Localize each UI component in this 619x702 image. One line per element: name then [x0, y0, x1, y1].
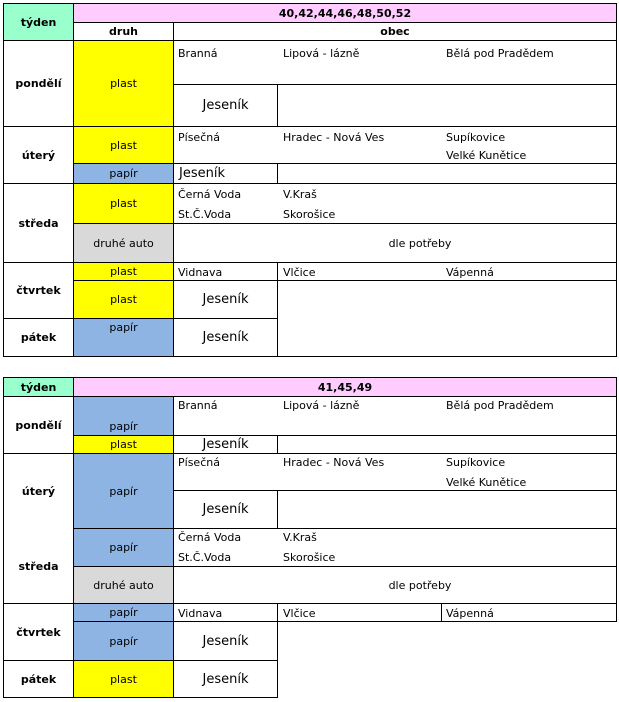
town-name: Lipová - lázně	[283, 399, 360, 412]
jesenik-cell: Jeseník	[173, 435, 278, 454]
waste-type-papir: papír	[73, 528, 174, 567]
day-tuesday: úterý	[3, 453, 74, 529]
empty-cell	[277, 280, 617, 357]
waste-type-plast: plast	[73, 126, 174, 164]
town-name: Černá Voda	[178, 531, 242, 544]
town-name: St.Č.Voda	[178, 208, 232, 221]
day-wednesday: středa	[3, 183, 74, 263]
day-thursday: čtvrtek	[3, 262, 74, 319]
town-name: V.Kraš	[283, 188, 317, 201]
town-name: Velké Kunětice	[446, 149, 527, 162]
waste-type-papir: papír	[73, 603, 174, 622]
jesenik-cell: Jeseník	[173, 621, 278, 661]
town-name: Vápenná	[446, 607, 494, 620]
day-thursday: čtvrtek	[3, 603, 74, 661]
jesenik-cell: Jeseník	[173, 318, 278, 357]
week-header: týden	[3, 377, 74, 397]
day-wednesday: středa	[3, 529, 74, 604]
town-name: Vlčice	[283, 607, 316, 620]
as-needed-note: dle potřeby	[173, 566, 617, 604]
waste-type-second-truck: druhé auto	[73, 566, 174, 604]
town-name: Písečná	[178, 131, 220, 144]
town-name: Lipová - lázně	[283, 47, 360, 60]
town-list-cell	[173, 126, 617, 164]
town-name: Vidnava	[178, 266, 223, 279]
town-name: Písečná	[178, 456, 220, 469]
town-name: Branná	[178, 399, 218, 412]
empty-cell	[277, 84, 617, 127]
empty-cell	[277, 490, 617, 529]
type-column-header: druh	[73, 22, 174, 41]
waste-type-papir: papír	[73, 453, 174, 529]
town-name: Hradec - Nová Ves	[283, 131, 385, 144]
day-friday: pátek	[3, 318, 74, 357]
town-name: Supíkovice	[446, 456, 506, 469]
empty-cell	[277, 435, 617, 454]
town-name: Skorošice	[283, 551, 336, 564]
town-column-header: obec	[173, 22, 617, 41]
day-tuesday: úterý	[3, 126, 74, 184]
town-list-cell	[173, 453, 617, 491]
week-numbers: 40,42,44,46,48,50,52	[73, 3, 617, 23]
waste-type-plast: plast	[73, 40, 174, 127]
town-name: Vidnava	[178, 607, 223, 620]
town-name: Skorošice	[283, 208, 336, 221]
town-name: Velké Kunětice	[446, 476, 527, 489]
jesenik-cell: Jeseník	[173, 163, 278, 184]
town-name: Vlčice	[283, 266, 316, 279]
waste-type-papir: papír	[73, 163, 174, 184]
waste-type-second-truck: druhé auto	[73, 223, 174, 263]
waste-type-plast: plast	[73, 183, 174, 224]
waste-type-papir: papír	[73, 621, 174, 661]
waste-type-plast: plast	[73, 280, 174, 319]
town-name: Bělá pod Pradědem	[446, 47, 554, 60]
day-friday: pátek	[3, 660, 74, 698]
as-needed-note: dle potřeby	[173, 223, 617, 263]
town-name: St.Č.Voda	[178, 551, 232, 564]
waste-type-plast: plast	[73, 435, 174, 454]
day-monday: pondělí	[3, 40, 74, 127]
day-monday: pondělí	[3, 396, 74, 454]
jesenik-cell: Jeseník	[173, 280, 278, 319]
empty-cell	[277, 163, 617, 184]
jesenik-cell: Jeseník	[173, 84, 278, 127]
town-name: Vápenná	[446, 266, 494, 279]
week-header: týden	[3, 3, 74, 41]
town-name: Branná	[178, 47, 218, 60]
jesenik-cell: Jeseník	[173, 660, 278, 698]
week-numbers: 41,45,49	[73, 377, 617, 397]
waste-type-plast: plast	[73, 660, 174, 698]
waste-type-papir: papír	[73, 318, 174, 357]
town-name: Supíkovice	[446, 131, 506, 144]
waste-type-papir: papír	[73, 396, 174, 436]
town-name: Černá Voda	[178, 188, 242, 201]
town-name: V.Kraš	[283, 531, 317, 544]
jesenik-cell: Jeseník	[173, 490, 278, 529]
waste-type-plast: plast	[73, 262, 174, 281]
town-name: Bělá pod Pradědem	[446, 399, 554, 412]
town-name: Hradec - Nová Ves	[283, 456, 385, 469]
